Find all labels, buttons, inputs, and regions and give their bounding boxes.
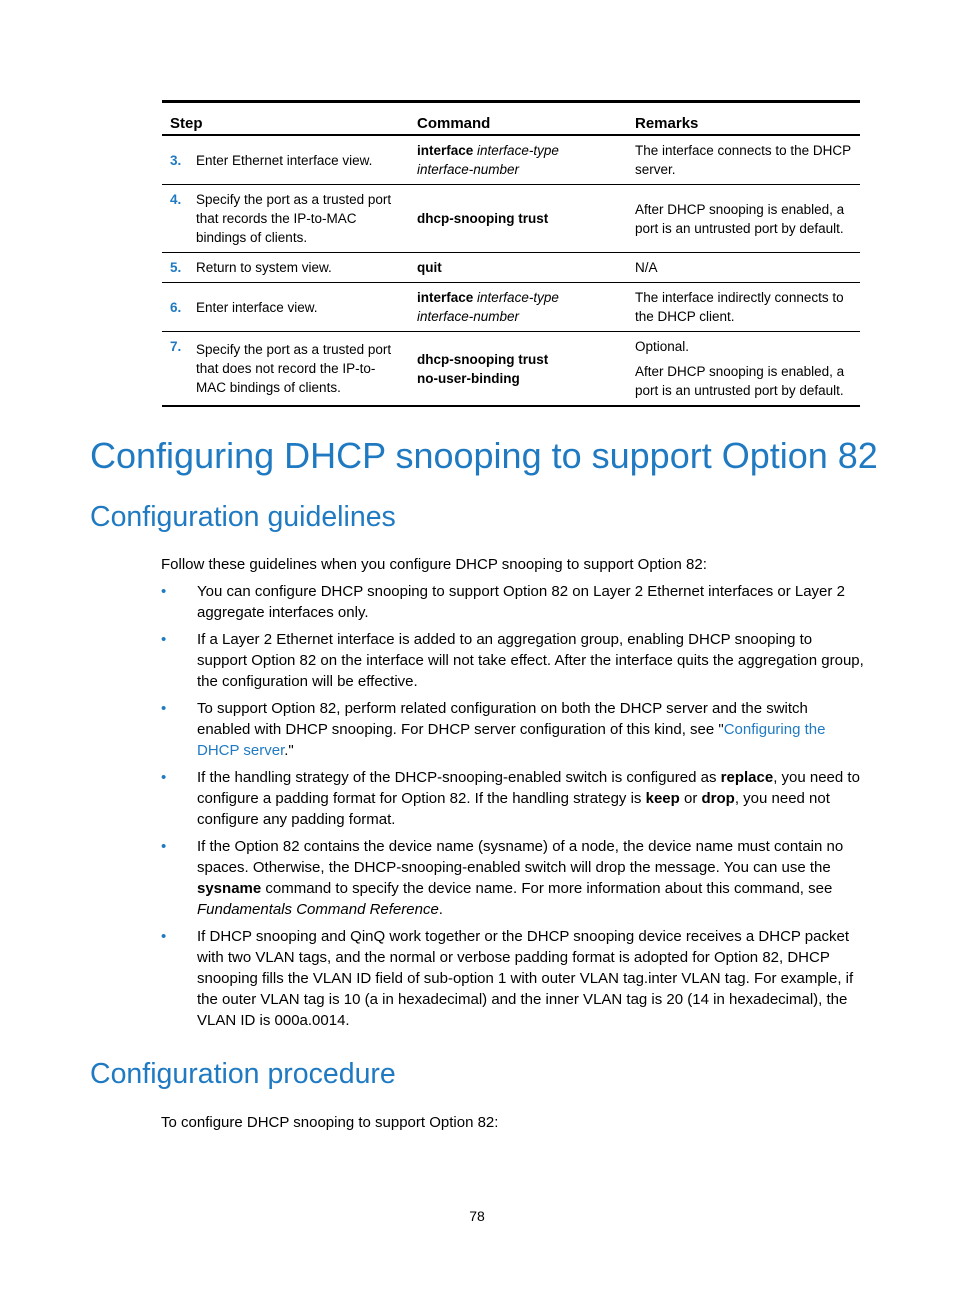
bullet-icon: • [161,838,167,855]
command-keyword: interface [417,143,474,158]
step-description: Specify the port as a trusted port that records the IP-to-MAC bindings of clients. [188,185,409,253]
table-header-row [162,102,860,136]
header-remarks: Remarks [627,102,860,136]
step-number: 6. [162,283,188,332]
header-command: Command [409,102,627,136]
command-argument: interface-number [417,309,520,324]
command-keyword: interface [417,290,474,305]
guideline-text: or [679,790,702,807]
guideline-text: ." [284,742,294,759]
step-remarks [627,332,860,407]
list-item [161,629,865,692]
step-command [409,283,627,332]
command-keyword: dhcp-snooping trust [417,351,549,367]
command-argument: interface-type [477,290,559,305]
command-argument: interface-type [477,143,559,158]
dhcp-server-link[interactable]: Configuring the DHCP server [197,721,826,759]
guideline-text: If a Layer 2 Ethernet interface is added to an aggregation group, enabling DHCP snooping to support Option 82 on the interface will not take effect. After the interface quits the aggregation group, the configuration will be effective. [197,631,864,690]
keyword-sysname: sysname [197,880,262,897]
bullet-icon: • [161,928,167,945]
guideline-text: You can configure DHCP snooping to support Option 82 on Layer 2 Ethernet interfaces or Layer 2 aggregate interfaces only. [197,583,845,621]
table-row [162,253,860,283]
remark-text: After DHCP snooping is enabled, a port is an untrusted port by default. [635,201,845,236]
step-number: 5. [162,253,188,283]
reference-title: Fundamentals Command Reference [197,901,439,918]
table-row [162,332,860,407]
guidelines-list [161,581,865,1037]
guideline-text: To support Option 82, perform related configuration on both the DHCP server and the switch enabled with DHCP snooping. For DHCP server configuration of this kind, see " [197,700,808,738]
bullet-icon: • [161,631,167,648]
remark-text: Optional. [635,339,690,354]
table-row [162,135,860,185]
command-keyword: dhcp-snooping trust [417,211,549,226]
steps-table [162,100,860,407]
command-keyword: quit [417,260,442,275]
list-item [161,581,865,623]
step-remarks [627,283,860,332]
bullet-icon: • [161,583,167,600]
step-command [409,253,627,283]
step-number: 7. [162,332,188,407]
step-remarks [627,253,860,283]
page-number: 78 [469,1208,485,1224]
section-heading-guidelines: Configuration guidelines [90,501,396,533]
remark-text: The interface indirectly connects to the DHCP client. [635,290,844,324]
remark-text: After DHCP snooping is enabled, a port is an untrusted port by default. [635,364,845,398]
bullet-icon: • [161,769,167,786]
step-description: Return to system view. [188,253,409,283]
remark-text: N/A [635,260,658,275]
step-remarks [627,135,860,185]
bullet-icon: • [161,700,167,717]
list-item [161,836,865,920]
table-row [162,283,860,332]
guideline-text: , you need not configure any padding format. [197,790,830,828]
guideline-text: command to specify the device name. For more information about this command, see [261,880,833,897]
step-command [409,135,627,185]
guideline-text: , you need to configure a padding format for Option 82. If the handling strategy is [197,769,860,807]
guideline-text: If the Option 82 contains the device name (sysname) of a node, the device name must contain no spaces. Otherwise, the DHCP-snooping-enabled switch will drop the message. You can use the [197,838,844,876]
step-number: 3. [162,135,188,185]
guideline-text: If DHCP snooping and QinQ work together or the DHCP snooping device receives a DHCP packet with two VLAN tags, and the normal or verbose padding format is adopted for Option 82, DHCP snooping fills the VLAN ID field of sub-option 1 with outer VLAN tag.inter VLAN tag. For example, if the outer VLAN tag is 10 (a in hexadecimal) and the inner VLAN tag is 20 (14 in hexadecimal), the VLAN ID is 000a.0014. [197,928,854,1029]
procedure-intro: To configure DHCP snooping to support Option 82: [161,1114,499,1131]
section-heading-procedure: Configuration procedure [90,1058,396,1090]
step-remarks [627,185,860,253]
list-item [161,698,865,761]
page-title: Configuring DHCP snooping to support Option 82 [90,435,878,476]
step-description: Enter interface view. [188,283,409,332]
step-command [409,332,627,407]
keyword-replace: replace [720,769,774,786]
keyword-keep: keep [645,790,680,807]
command-keyword: no-user-binding [417,370,520,386]
list-item [161,767,865,830]
keyword-drop: drop [701,790,735,807]
step-command [409,185,627,253]
step-number: 4. [162,185,188,253]
step-description: Specify the port as a trusted port that does not record the IP-to-MAC bindings of clients. [188,332,409,407]
guidelines-intro: Follow these guidelines when you configure DHCP snooping to support Option 82: [161,556,707,573]
header-step: Step [162,102,409,136]
list-item [161,926,865,1031]
command-argument: interface-number [417,162,520,177]
guideline-text: If the handling strategy of the DHCP-snooping-enabled switch is configured as [197,769,721,786]
table-row [162,185,860,253]
step-description: Enter Ethernet interface view. [188,135,409,185]
remark-text: The interface connects to the DHCP server. [635,143,851,177]
guideline-text: . [438,901,443,918]
